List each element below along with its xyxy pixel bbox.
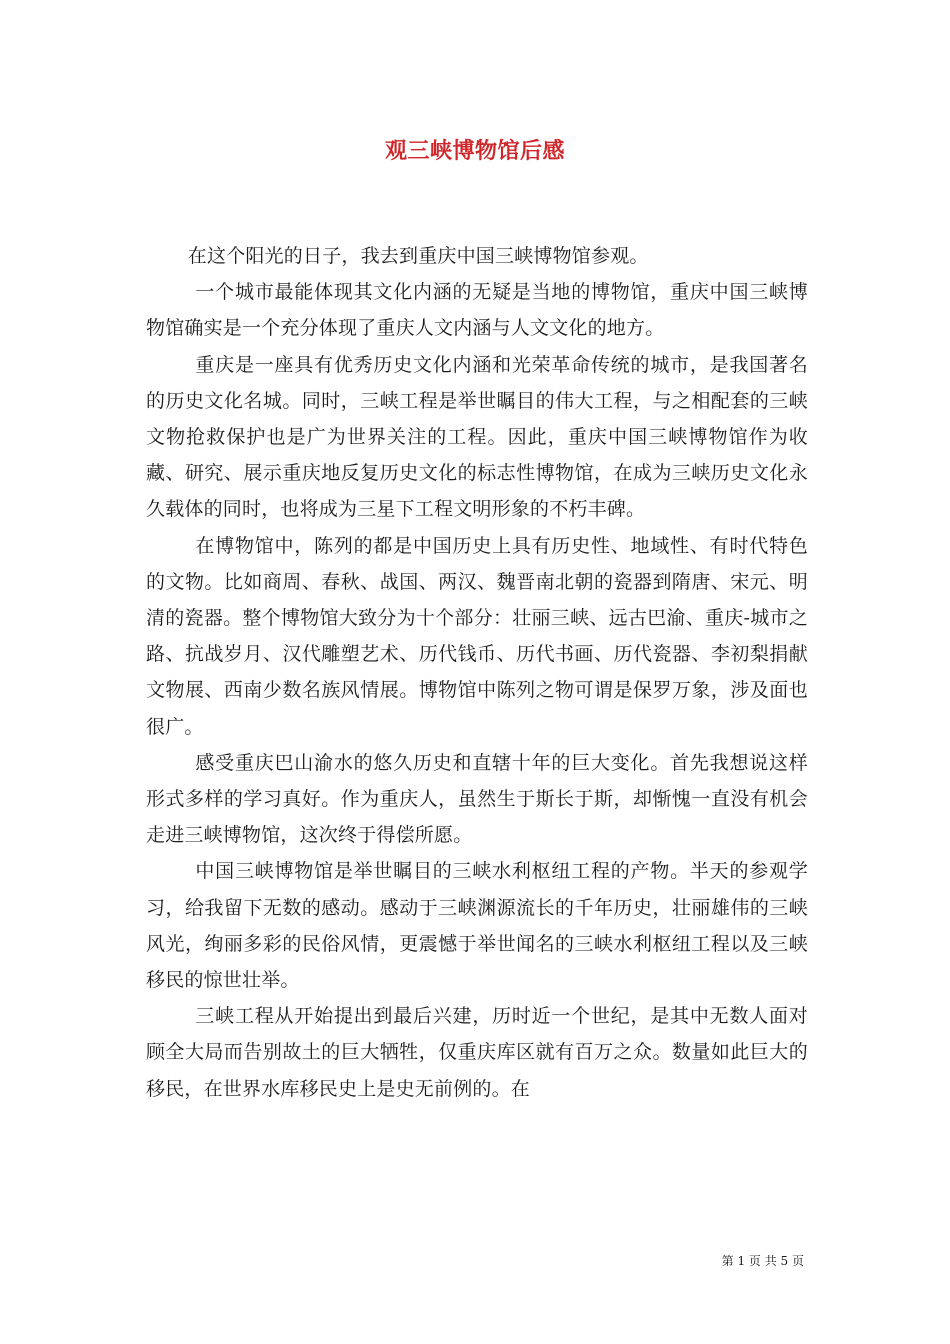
paragraph-4: 在博物馆中，陈列的都是中国历史上具有历史性、地域性、有时代特色的文物。比如商周、春秋、战国、两汉、魏晋南北朝的瓷器到隋唐、宋元、明清的瓷器。整个博物馆大致分为十个部分：壮丽三峡、远古巴渝、重庆-城市之路、抗战岁月、汉代雕塑艺术、历代钱币、历代书画、历代瓷器、李初梨捐献文物展、西南少数名族风情展。博物馆中陈列之物可谓是保罗万象，涉及面也很广。	[146, 534, 808, 738]
paragraph-7: 三峡工程从开始提出到最后兴建，历时近一个世纪，是其中无数人面对顾全大局而告别故土的巨大牺牲，仅重庆库区就有百万之众。数量如此巨大的移民，在世界水库移民史上是史无前例的。在	[146, 1005, 808, 1100]
paragraph-5: 感受重庆巴山渝水的悠久历史和直辖十年的巨大变化。首先我想说这样形式多样的学习真好。作为重庆人，虽然生于斯长于斯，却惭愧一直没有机会走进三峡博物馆，这次终于得偿所愿。	[146, 751, 808, 847]
paragraph-1: 在这个阳光的日子，我去到重庆中国三峡博物馆参观。	[187, 245, 649, 267]
document-title: 观三峡博物馆后感	[384, 138, 565, 164]
document-body	[146, 238, 808, 1107]
paragraph-3: 重庆是一座具有优秀历史文化内涵和光荣革命传统的城市，是我国著名的历史文化名城。同时，三峡工程是举世瞩目的伟大工程，与之相配套的三峡文物抢救保护也是广为世界关注的工程。因此，重庆中国三峡博物馆作为收藏、研究、展示重庆地反复历史文化的标志性博物馆，在成为三峡历史文化永久载体的同时，也将成为三星下工程文明形象的不朽丰碑。	[146, 353, 808, 521]
page-number-footer: 第 1 页 共 5 页	[721, 1254, 804, 1268]
paragraph-2: 一个城市最能体现其文化内涵的无疑是当地的博物馆，重庆中国三峡博物馆确实是一个充分体现了重庆人文内涵与人文文化的地方。	[146, 281, 808, 340]
paragraph-6: 中国三峡博物馆是举世瞩目的三峡水利枢纽工程的产物。半天的参观学习，给我留下无数的感动。感动于三峡渊源流长的千年历史，壮丽雄伟的三峡风光，绚丽多彩的民俗风情，更震憾于举世闻名的三峡水利枢纽工程以及三峡移民的惊世壮举。	[146, 860, 808, 992]
